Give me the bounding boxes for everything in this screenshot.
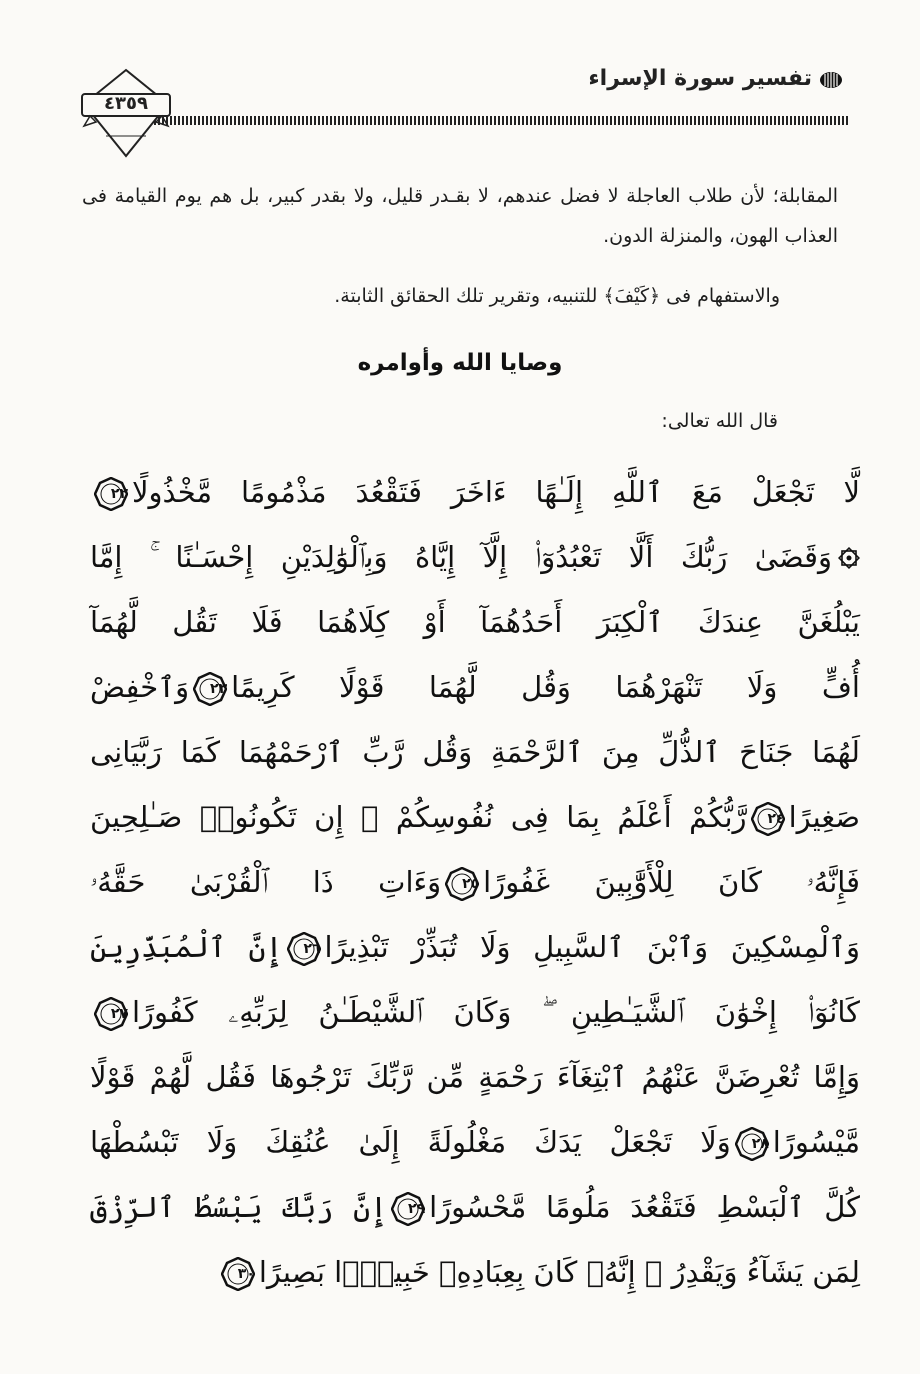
rub-el-hizb-icon (838, 527, 860, 592)
page-number-badge (76, 66, 176, 162)
verse-line (90, 980, 860, 1045)
ayah-marker: ٢٥ (445, 867, 479, 901)
verse-line (90, 915, 860, 980)
verse-line (90, 1110, 860, 1175)
verse-text: وَءَاتِ ذَا ٱلْقُرْبَىٰ حَقَّهُۥ (90, 865, 442, 899)
verse-text: صَغِيرًا (788, 800, 860, 834)
verse-text: إِنَّ رَبَّكَ يَبْسُطُ ٱلرِّزْقَ (90, 1190, 388, 1224)
page-header (0, 0, 920, 170)
verse-line (90, 850, 860, 915)
ayah-marker: ٣٠ (221, 1257, 255, 1291)
running-title: تفسير سورة الإسراء (588, 66, 812, 91)
verse-text: كُلَّ ٱلْبَسْطِ فَتَقْعُدَ مَلُومًا مَّحْسُورًا (429, 1190, 860, 1224)
verse-text: وَإِمَّا تُعْرِضَنَّ عَنْهُمُ ٱبْتِغَآءَ رَحْمَةٍ مِّن رَّبِّكَ تَرْجُوهَا فَقُل لَّهُمْ قَوْلًا (90, 1060, 860, 1094)
verse-line (90, 785, 860, 850)
header-rule (150, 116, 850, 125)
verse-line (90, 655, 860, 720)
verse-text: لَّا تَجْعَلْ مَعَ ٱللَّهِ إِلَـٰهًا ءَاخَرَ فَتَقْعُدَ مَذْمُومًا مَّخْذُولًا (132, 475, 860, 509)
verse-line (90, 460, 860, 525)
verse-line (90, 720, 860, 785)
verse-text: فَإِنَّهُۥ كَانَ لِلْأَوَّٰبِينَ غَفُورًا (483, 865, 860, 899)
verse-line (90, 590, 860, 655)
ayah-marker: ٢٩ (391, 1192, 425, 1226)
ayah-marker: ٢٤ (751, 802, 785, 836)
verse-text: يَبْلُغَنَّ عِندَكَ ٱلْكِبَرَ أَحَدُهُمَآ أَوْ كِلَاهُمَا فَلَا تَقُل لَّهُمَآ (90, 605, 860, 639)
verse-text: مَّيْسُورًا (772, 1125, 860, 1159)
ayah-marker: ٢٣ (193, 672, 227, 706)
paragraph: المقابلة؛ لأن طلاب العاجلة لا فضل عندهم، لا بقـدر قليل، ولا بقدر كبير، بل هم يوم القيامة فى العذاب الهون، والمنزلة الدون. (82, 185, 838, 247)
verse-text: لِمَن يَشَآءُ وَيَقْدِرُ ۚ إِنَّهُۥ كَانَ بِعِبَادِهِۦ خَبِيرًۢا بَصِيرًا (258, 1255, 860, 1289)
diamond-frame-icon (76, 66, 176, 162)
verse-line (90, 1045, 860, 1110)
verse-line (90, 525, 860, 590)
verse-text: إِنَّ ٱلْمُبَذِّرِينَ (90, 930, 283, 964)
verse-text: وَٱلْمِسْكِينَ وَٱبْنَ ٱلسَّبِيلِ وَلَا تُبَذِّرْ تَبْذِيرًا (324, 930, 861, 964)
ayah-marker: ٢٦ (287, 932, 321, 966)
section-heading: وصايا الله وأوامره (357, 350, 563, 376)
verse-text: رَّبُّكُمْ أَعْلَمُ بِمَا فِى نُفُوسِكُمْ ۚ إِن تَكُونُوا۟ صَـٰلِحِينَ (90, 800, 747, 834)
intro-line: قال الله تعالى: (661, 410, 778, 432)
verse-line (90, 1175, 860, 1240)
page-number: ٤٣٥٩ (104, 93, 148, 114)
verse-text: وَقَضَىٰ رَبُّكَ أَلَّا تَعْبُدُوٓا۟ إِلَّآ إِيَّاهُ وَبِٱلْوَٰلِدَيْنِ إِحْسَـٰنًا ۚ إِمَّا (90, 540, 832, 574)
verses-block (90, 460, 860, 1305)
verse-text: وَٱخْفِضْ (90, 670, 190, 704)
verse-text: أُفٍّ وَلَا تَنْهَرْهُمَا وَقُل لَّهُمَا قَوْلًا كَرِيمًا (231, 670, 860, 704)
ayah-marker: ٢٧ (94, 997, 128, 1031)
paragraph: والاستفهام فى ﴿كَيْفَ﴾ للتنبيه، وتقرير تلك الحقائق الثابتة. (334, 285, 780, 307)
ayah-marker: ٢٨ (735, 1127, 769, 1161)
verse-text: وَلَا تَجْعَلْ يَدَكَ مَغْلُولَةً إِلَىٰ عُنُقِكَ وَلَا تَبْسُطْهَا (90, 1125, 731, 1159)
ornament-icon (818, 70, 844, 90)
verse-text: لَهُمَا جَنَاحَ ٱلذُّلِّ مِنَ ٱلرَّحْمَةِ وَقُل رَّبِّ ٱرْحَمْهُمَا كَمَا رَبَّيَانِى (90, 735, 860, 769)
ayah-marker: ٢٢ (94, 477, 128, 511)
verse-text: كَانُوٓا۟ إِخْوَٰنَ ٱلشَّيَـٰطِينِ ۖ وَكَانَ ٱلشَّيْطَـٰنُ لِرَبِّهِۦ كَفُورًا (132, 995, 860, 1029)
verse-line (90, 1240, 860, 1305)
